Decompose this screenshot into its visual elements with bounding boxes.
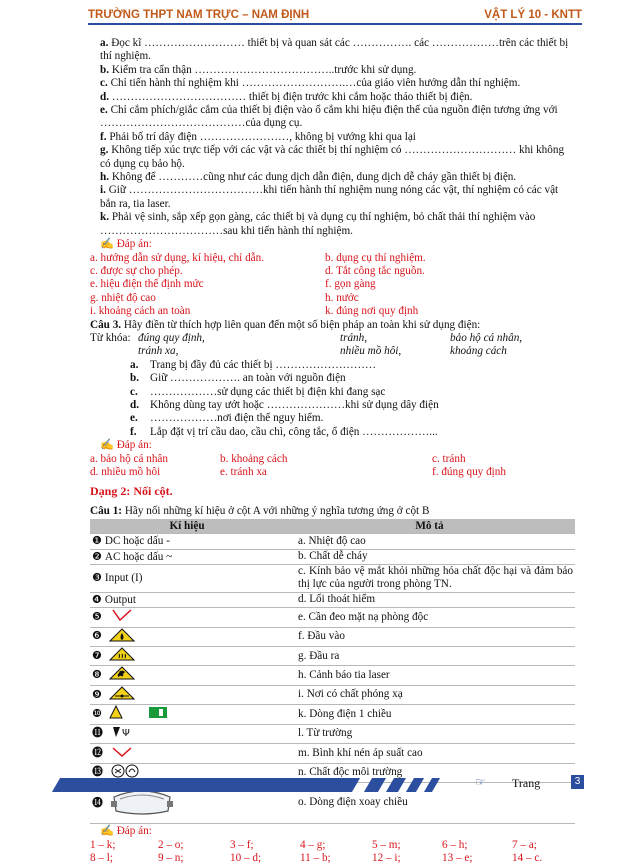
- item-label: f.: [130, 425, 137, 438]
- description-cell: [284, 534, 575, 549]
- answer-item: k. đúng nơi quy định: [325, 305, 419, 318]
- item-text: Trang bị đầy đủ các thiết bị ………………………: [150, 358, 377, 371]
- answer-item: e. hiệu điện thế định mức: [90, 278, 204, 291]
- keyword: nhiều mồ hôi,: [340, 345, 402, 358]
- description-text: f. Đầu vào: [298, 630, 345, 643]
- q3-item: [90, 412, 575, 425]
- item-label: a.: [100, 37, 109, 49]
- row-number: ⓫: [92, 726, 103, 740]
- table-row: [90, 592, 575, 607]
- q2-item: [90, 91, 575, 104]
- q3-title: Câu 3.: [90, 318, 122, 331]
- pointing-hand-icon: ☞: [475, 775, 486, 789]
- answer-item: 11 – b;: [300, 852, 331, 865]
- item-text: ………………sử dụng các thiết bị điện khi đang sạc: [150, 385, 386, 398]
- symbol-cell: [90, 565, 284, 593]
- section-heading: Dạng 2: Nối cột.: [90, 484, 173, 499]
- symbol-cell: [90, 685, 284, 704]
- symbol-cell: [90, 592, 284, 607]
- description-cell: [284, 592, 575, 607]
- symbol-cell: [90, 549, 284, 564]
- description-cell: [284, 549, 575, 564]
- description-text: a. Nhiệt độ cao: [298, 534, 366, 547]
- mask-icon: [110, 725, 136, 743]
- answer-item: d. nhiều mồ hôi: [90, 466, 161, 478]
- answer-item: e. tránh xa: [220, 466, 267, 478]
- table-row: [90, 685, 575, 704]
- answer-item: 1 – k;: [90, 838, 116, 851]
- answer-item: h. nước: [325, 291, 359, 304]
- item-label: d.: [100, 90, 110, 103]
- symbol-cell: [90, 705, 284, 724]
- row-number: ❸: [92, 571, 102, 585]
- item-text: ……………………………… thiết bị điện trước khi cắm hoặc tháo thiết bị điện.: [109, 90, 473, 103]
- row-number: ❶: [92, 534, 102, 548]
- gloves-icon: [109, 608, 135, 626]
- answer-item: 9 – n;: [158, 852, 184, 865]
- row-number: ⓮: [92, 795, 103, 809]
- item-text: Đọc kĩ ……………………… thiết bị và quan sát các ……………. các ………………trên các thiết bị thí nghiệm.: [100, 37, 569, 63]
- description-text: n. Chất độc môi trường: [298, 766, 403, 778]
- table-row: [90, 565, 575, 593]
- item-label: d.: [130, 398, 140, 411]
- q2-item: [90, 144, 575, 171]
- answer-item: c. được sự cho phép.: [90, 264, 183, 277]
- q2-item: [90, 104, 575, 131]
- keyword: tránh,: [340, 331, 368, 344]
- row-number: ❽: [92, 668, 102, 682]
- symbol-cell: [90, 534, 284, 549]
- item-label: e.: [130, 412, 138, 425]
- item-label: a.: [130, 358, 139, 371]
- col-a-header: Kí hiệu: [90, 519, 284, 534]
- q2-item: [90, 184, 575, 211]
- q2-item: [90, 131, 575, 144]
- header-rule: [88, 23, 582, 25]
- row-number: ❾: [92, 687, 102, 701]
- q2-item: [90, 211, 575, 238]
- answer-item: c. tránh: [432, 452, 466, 465]
- table-row: [90, 647, 575, 666]
- heat-icon: [109, 647, 135, 665]
- row-number: ❿: [92, 707, 102, 721]
- q3-item: [90, 359, 575, 372]
- item-label: f.: [100, 130, 107, 143]
- table-row: [90, 666, 575, 685]
- item-label: g.: [100, 144, 109, 157]
- col-b-header: Mô tả: [284, 519, 575, 534]
- item-text: ………………nơi điện thế nguy hiểm.: [150, 412, 324, 425]
- description-cell: [284, 744, 575, 763]
- symbol-cell: [90, 627, 284, 646]
- magnet-icon: [110, 744, 136, 762]
- q2-item: [90, 77, 575, 90]
- q2-answer-grid: [90, 252, 575, 319]
- q1-question: [90, 505, 575, 518]
- q1-answer-title: ✍ Đáp án:: [100, 825, 152, 838]
- q2-item: [90, 64, 575, 77]
- q3-keywords: [90, 332, 575, 359]
- answer-item: 7 – a;: [512, 838, 537, 851]
- description-cell: [284, 685, 575, 704]
- q3-item: [90, 386, 575, 399]
- answer-item: i. khoảng cách an toàn: [90, 305, 191, 318]
- description-text: h. Cảnh báo tia laser: [298, 668, 390, 681]
- q2-item: [90, 37, 575, 64]
- item-label: c.: [100, 77, 108, 90]
- q3-prompt: Hãy điền từ thích hợp liên quan đến một số biện pháp an toàn khi sử dụng điện:: [121, 318, 481, 331]
- item-label: c.: [130, 385, 138, 398]
- q1-title: Câu 1:: [90, 504, 123, 517]
- description-text: g. Đầu ra: [298, 649, 340, 662]
- q3-kw-label: Từ khóa:: [90, 331, 131, 344]
- answer-item: d. Tắt công tắc nguồn.: [325, 264, 425, 277]
- item-label: i.: [100, 184, 106, 197]
- row-number: ❷: [92, 549, 102, 563]
- answer-item: 2 – o;: [158, 838, 184, 851]
- symbol-label: Input (I): [104, 572, 143, 585]
- item-text: Giữ ………………. an toàn với nguồn điện: [150, 372, 346, 385]
- answer-item: g. nhiệt độ cao: [90, 291, 156, 304]
- description-cell: [284, 724, 575, 743]
- q3-answer-grid: [90, 453, 575, 480]
- description-text: c. Kính bảo vệ mắt khỏi những hóa chất độc hại và đảm bảo thị lực của người trong phòng TN.: [298, 565, 573, 591]
- q2-answer-title: ✍ Đáp án:: [100, 238, 152, 251]
- table-row: [90, 705, 575, 724]
- description-text: e. Cần đeo mặt nạ phòng độc: [298, 610, 429, 623]
- row-number: ❹: [92, 592, 102, 606]
- answer-item: 8 – l;: [90, 852, 113, 865]
- description-cell: [284, 705, 575, 724]
- answer-item: 13 – e;: [442, 852, 473, 865]
- description-text: m. Bình khí nén áp suất cao: [298, 746, 423, 759]
- keyword: đúng quy định,: [138, 331, 205, 344]
- description-text: i. Nơi có chất phóng xạ: [298, 688, 403, 701]
- description-text: o. Dòng điện xoay chiều: [298, 796, 408, 809]
- symbol-cell: [90, 666, 284, 685]
- answer-item: 4 – g;: [300, 838, 326, 851]
- row-number: ⓭: [92, 765, 103, 779]
- q3-answer-title: ✍ Đáp án:: [100, 439, 152, 452]
- answer-item: 14 – c.: [512, 852, 543, 865]
- item-label: h.: [100, 171, 110, 184]
- symbol-cell: [90, 608, 284, 627]
- table-row: [90, 608, 575, 627]
- school-name: TRƯỜNG THPT NAM TRỰC – NAM ĐỊNH: [88, 9, 310, 21]
- item-label: b.: [100, 63, 110, 76]
- answer-item: a. bảo hộ cá nhân: [90, 452, 168, 465]
- answer-item: 3 – f;: [230, 838, 254, 851]
- table-row: [90, 534, 575, 549]
- keyword: bảo hộ cá nhân,: [450, 331, 523, 344]
- item-label: k.: [100, 211, 110, 224]
- description-text: b. Chất dễ cháy: [298, 550, 368, 563]
- row-number: ❺: [92, 610, 102, 624]
- description-text: d. Lối thoát hiểm: [298, 593, 376, 606]
- table-row: [90, 744, 575, 763]
- item-text: Lắp đặt vị trí cầu dao, cầu chì, công tắc, ổ điện ………………...: [150, 425, 438, 438]
- item-text: Không để …………cũng như các dung dịch dẫn điện, dung dịch dễ cháy gần thiết bị điện.: [109, 171, 517, 184]
- symbol-cell: [90, 724, 284, 743]
- item-text: Chỉ tiến hành thí nghiệm khi ……………………….…của giáo viên hướng dẫn thí nghiệm.: [107, 77, 521, 90]
- page-label: Trang: [512, 776, 541, 790]
- row-number: ⓬: [92, 745, 103, 759]
- description-cell: [284, 666, 575, 685]
- row-number: ❻: [92, 629, 102, 643]
- answer-item: b. dụng cụ thí nghiệm.: [325, 251, 426, 264]
- answer-item: 6 – h;: [442, 838, 468, 851]
- q3-question: [90, 319, 575, 332]
- symbol-cell: [90, 647, 284, 666]
- description-cell: [284, 608, 575, 627]
- table-row: [90, 627, 575, 646]
- q1-prompt: Hãy nối những kí hiệu ở cột A với những ý nghĩa tương ứng ở cột B: [122, 504, 430, 517]
- description-text: k. Dòng điện 1 chiều: [298, 707, 392, 720]
- answer-item: 10 – d;: [230, 852, 262, 865]
- item-text: Phải bố trí dây điện ……………………, không bị vướng khi qua lại: [106, 130, 416, 143]
- description-cell: [284, 627, 575, 646]
- page-number: 3: [571, 775, 584, 789]
- item-text: Chỉ cắm phích/giắc cắm của thiết bị điện vào ổ cắm khi hiệu điện thế của nguồn điện tương ứng với …………………………………của dụng cụ.: [100, 104, 558, 130]
- description-cell: [284, 565, 575, 593]
- keyword: khoảng cách: [450, 345, 507, 358]
- content: [90, 37, 575, 866]
- item-text: Không dùng tay ướt hoặc …………………khi sử dụng dây điện: [150, 398, 439, 411]
- table-row: [90, 549, 575, 564]
- q2-item: [90, 171, 575, 184]
- keyword: tránh xa,: [138, 345, 179, 358]
- laser-icon: [109, 686, 135, 704]
- answer-item: a. hướng dẫn sử dụng, kí hiệu, chỉ dẫn.: [90, 251, 265, 264]
- q3-item: [90, 399, 575, 412]
- q3-item: [90, 372, 575, 385]
- symbol-cell: [90, 744, 284, 763]
- table-row: [90, 724, 575, 743]
- item-label: e.: [100, 104, 108, 117]
- q1-answer-grid: [90, 839, 575, 866]
- answer-item: 5 – m;: [372, 838, 401, 851]
- item-label: b.: [130, 372, 140, 385]
- item-text: Kiểm tra cẩn thận ………………………………..trước khi sử dụng.: [109, 63, 417, 76]
- svg-text:Ψ: Ψ: [122, 727, 130, 739]
- item-text: Phải vệ sinh, sắp xếp gọn gàng, các thiết bị và dụng cụ thí nghiệm, bỏ chất thải thí nghiệm vào ……………………………sau khi tiến hành thí nghiệm.: [100, 211, 536, 237]
- answer-item: 12 – i;: [372, 852, 401, 865]
- exit-icon: [109, 705, 169, 723]
- footer-decoration: [56, 778, 448, 792]
- radiation-icon: [109, 666, 135, 684]
- symbol-label: Output: [104, 593, 136, 606]
- item-text: Không tiếp xúc trực tiếp với các vật và các thiết bị thí nghiệm có ………………………… khi không có dụng cụ bảo hộ.: [100, 144, 565, 170]
- answer-item: f. gọn gàng: [325, 278, 376, 291]
- q3-item: [90, 426, 575, 439]
- answer-item: b. khoảng cách: [220, 452, 288, 465]
- description-text: l. Từ trường: [298, 727, 353, 740]
- q2-items: [90, 37, 575, 238]
- symbol-label: DC hoặc dấu -: [104, 535, 170, 548]
- symbol-label: AC hoặc dấu ~: [104, 550, 173, 563]
- row-number: ❼: [92, 648, 102, 662]
- item-text: Giữ ………………………………khi tiến hành thí nghiệm nung nóng các vật, thí nghiệm có các vật bắn ra, tia laser.: [100, 184, 559, 210]
- description-cell: [284, 647, 575, 666]
- fire-icon: [109, 628, 135, 646]
- subject-name: VẬT LÝ 10 - KNTT: [484, 9, 582, 21]
- q3-items: [90, 359, 575, 439]
- answer-item: f. đúng quy định: [432, 466, 506, 478]
